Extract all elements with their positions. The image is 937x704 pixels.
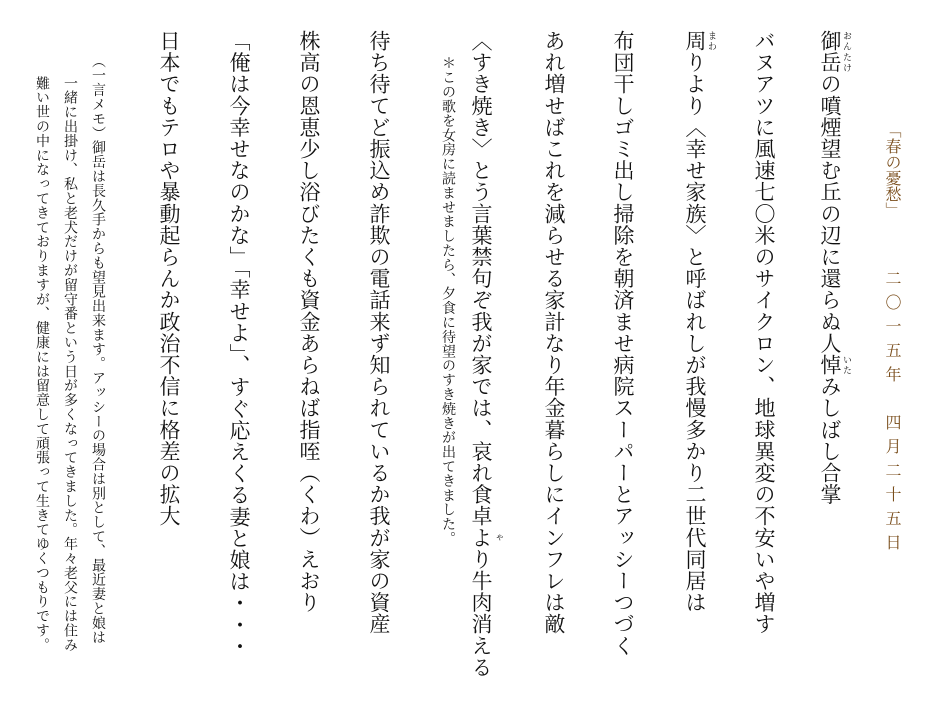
ruby-word: 周 まわ [683, 30, 716, 52]
poem-line-6: 〈すき焼き〉とう言葉禁句ぞ我が家では、哀れ食卓よ ゃり牛肉消える [469, 30, 502, 679]
poem-line-5: あれ増せばこれを減らせる家計なり年金暮らしにインフレは敵 [542, 30, 566, 635]
poem-line-8: 株高の恩恵少し浴びたくも資金あらねば指咥（くわ）えおり [297, 30, 321, 614]
poem-series-title: 「春の憂愁」 [883, 122, 902, 218]
poem-line-3: 周 まわりより〈幸せ家族〉と呼ばれしが我慢多かり二世代同居は [683, 30, 716, 614]
poem-date: 二〇一五年 四月二十五日 [883, 270, 902, 558]
poem-line-9: 「俺は今幸せなのかな」「幸せよ」、すぐ応えくる妻と娘は・・・ [227, 30, 251, 657]
poem-line-2: バヌアツに風速七〇米のサイクロン、地球異変の不安いや増す [752, 30, 776, 635]
poem-line-4: 布団干しゴミ出し掃除を朝済ませ病院スーパーとアッシーつづく [611, 30, 635, 657]
ruby-word: 悼 いた [818, 354, 851, 376]
poem-line-6-note: ＊この歌を女房に読ませましたら、夕食に待望のすき焼きが出てきました。 [440, 56, 456, 546]
ruby-word: よ ゃ [469, 526, 502, 549]
memo-line-1: （一言メモ）御岳は長久手からも望見出来ます。アッシーの場合は別として、最近妻と娘は [90, 54, 106, 645]
poem-line-10: 日本でもテロや暴動起らんか政治不信に格差の拡大 [157, 30, 181, 527]
memo-line-3: 難い世の中になってきておりますが、健康には留意して頑張って生きてゆくつもりです。 [34, 76, 50, 652]
ruby-word: 御岳 おんたけ [818, 30, 851, 74]
poem-line-7: 待ち待てど振込め詐欺の電話来ず知られているか我が家の資産 [367, 30, 391, 635]
poem-line-1: 御岳 おんたけの噴煙望む丘の辺に還らぬ人悼 いたみしばし合掌 [818, 30, 851, 506]
memo-line-2: 一緒に出掛け、私と老犬だけが留守番という日が多くなってきました。年々老父には住み [62, 76, 78, 652]
